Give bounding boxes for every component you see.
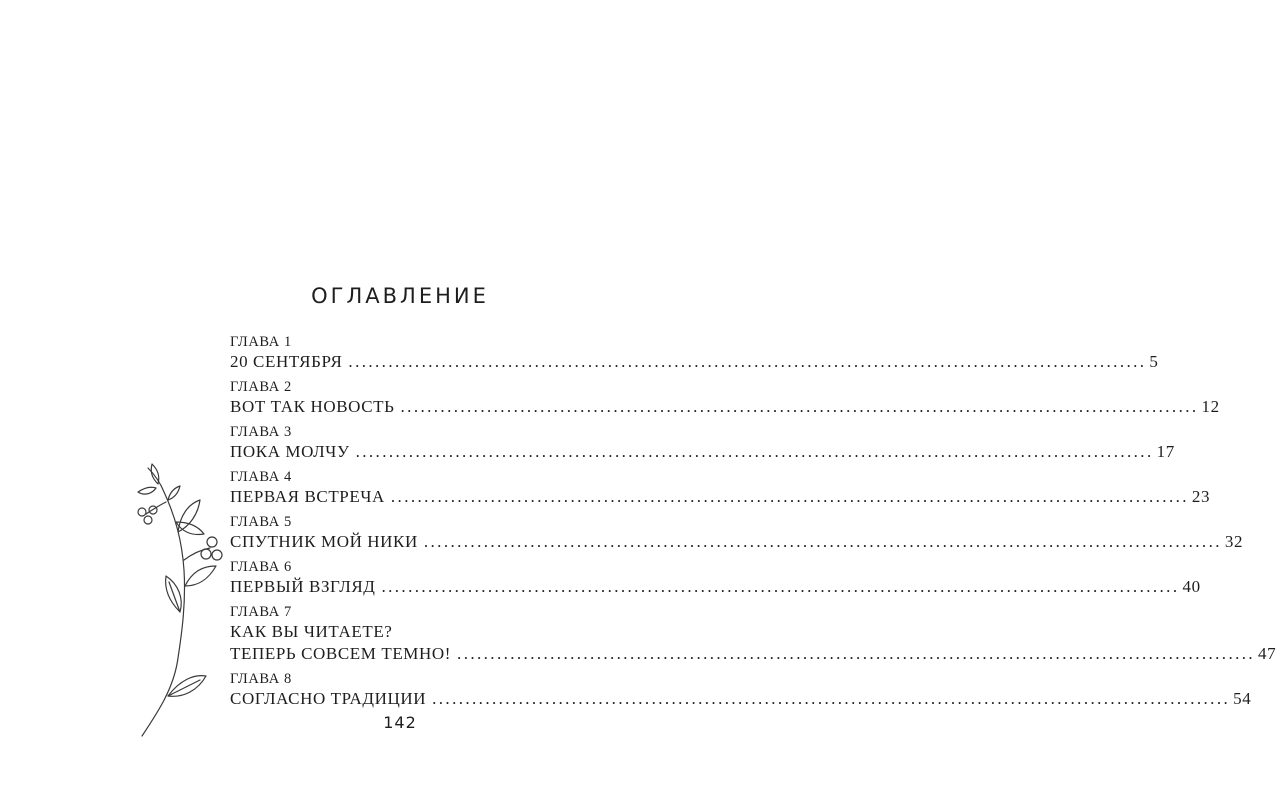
page-number: 32 <box>1224 532 1244 551</box>
toc-entry <box>230 424 1175 463</box>
toc-entry <box>230 379 1220 418</box>
chapter-title: 20 СЕНТЯБРЯ <box>230 352 343 371</box>
chapter-label: ГЛАВА 6 <box>230 559 292 575</box>
toc-heading: ОГЛАВЛЕНИЕ <box>311 284 489 308</box>
toc-entry <box>230 559 1201 598</box>
chapter-label: ГЛАВА 5 <box>230 514 292 530</box>
table-of-contents <box>230 334 1276 716</box>
toc-row <box>230 486 1211 508</box>
chapter-title: ПОКА МОЛЧУ <box>230 442 350 461</box>
chapter-title: ПЕРВАЯ ВСТРЕЧА <box>230 487 385 506</box>
chapter-title: ТЕПЕРЬ СОВСЕМ ТЕМНО! <box>230 644 452 663</box>
dot-leader: ........................................................................................................................ <box>390 487 1189 506</box>
page-number-folio: 142 <box>383 713 417 732</box>
dot-leader: ........................................................................................................................ <box>381 577 1180 596</box>
toc-row <box>230 441 1175 463</box>
dot-leader: ........................................................................................................................ <box>432 689 1231 708</box>
dot-leader: ........................................................................................................................ <box>423 532 1222 551</box>
chapter-subtitle: КАК ВЫ ЧИТАЕТЕ? <box>230 622 393 641</box>
chapter-label: ГЛАВА 2 <box>230 379 292 395</box>
toc-row <box>230 531 1244 553</box>
toc-entry <box>230 334 1159 373</box>
page-number: 17 <box>1156 442 1175 461</box>
dot-leader: ........................................................................................................................ <box>348 352 1147 371</box>
chapter-title: ПЕРВЫЙ ВЗГЛЯД <box>230 577 376 596</box>
dot-leader: ........................................................................................................................ <box>457 644 1256 663</box>
toc-row <box>230 688 1252 710</box>
toc-entry <box>230 604 1276 665</box>
dot-leader: ........................................................................................................................ <box>400 397 1199 416</box>
chapter-title: СПУТНИК МОЙ НИКИ <box>230 532 418 551</box>
toc-subtitle-row <box>230 621 610 643</box>
chapter-title: ВОТ ТАК НОВОСТЬ <box>230 397 395 416</box>
chapter-title: СОГЛАСНО ТРАДИЦИИ <box>230 689 427 708</box>
page-number: 5 <box>1149 352 1159 371</box>
chapter-label: ГЛАВА 7 <box>230 604 292 620</box>
toc-entry <box>230 469 1211 508</box>
toc-row <box>230 396 1220 418</box>
chapter-label: ГЛАВА 8 <box>230 671 292 687</box>
page-number: 23 <box>1191 487 1211 506</box>
toc-row <box>230 351 1159 373</box>
chapter-label: ГЛАВА 3 <box>230 424 292 440</box>
toc-entry <box>230 514 1244 553</box>
dot-leader: ........................................................................................................................ <box>355 442 1154 461</box>
page-number: 54 <box>1233 689 1252 708</box>
toc-entry <box>230 671 1252 710</box>
page-number: 47 <box>1258 644 1276 663</box>
page-number: 40 <box>1182 577 1201 596</box>
chapter-label: ГЛАВА 4 <box>230 469 292 485</box>
chapter-label: ГЛАВА 1 <box>230 334 292 350</box>
toc-row <box>230 576 1201 598</box>
toc-row <box>230 643 1276 665</box>
page-number: 12 <box>1201 397 1220 416</box>
floral-sprig-icon <box>128 462 224 740</box>
